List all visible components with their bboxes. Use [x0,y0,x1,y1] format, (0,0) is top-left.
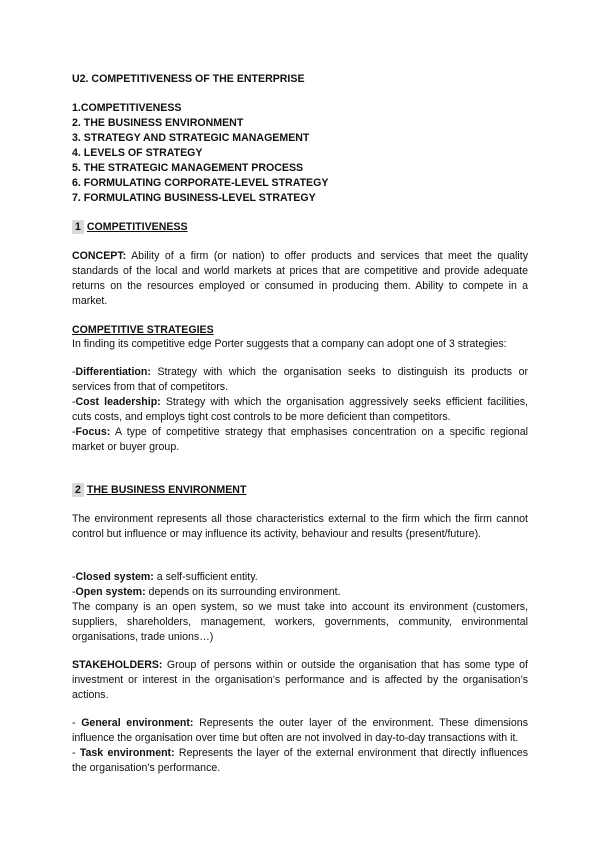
concept-paragraph [72,249,528,309]
toc-item: 7. FORMULATING BUSINESS-LEVEL STRATEGY [72,192,316,204]
strategy-cost-leadership: -Cost leadership: Strategy with which the organisation aggressively seeks efficient facilities, cuts costs, and employs tight cost controls to be more deficient than competitors. [72,396,528,423]
environment-layers [72,716,528,776]
toc-item: 3. STRATEGY AND STRATEGIC MANAGEMENT [72,132,310,144]
section2-heading [72,483,246,497]
section1-heading [72,220,188,234]
section-number: 2 [72,483,84,497]
toc-item: 6. FORMULATING CORPORATE-LEVEL STRATEGY [72,177,329,189]
toc-item: 1.COMPETITIVENESS [72,102,182,114]
section-title: COMPETITIVENESS [86,221,188,233]
closed-system: -Closed system: a self-sufficient entity. [72,571,258,583]
stakeholders-paragraph: STAKEHOLDERS: Group of persons within or outside the organisation that has some type of investment or interest in the organisation’s performance and is affected by the organisation’s actions. [72,659,528,701]
open-system: -Open system: depends on its surrounding environment. [72,586,341,598]
strategy-list [72,365,528,455]
concept-text: Ability of a firm (or nation) to offer products and services that meet the quality standards of the local and world markets at prices that are competitive and provide adequate returns on the resources employed or consumed in producing them. Ability to compete in a market. [72,250,528,307]
strategy-differentiation: -Differentiation: Strategy with which the organisation seeks to distinguish its products or services from that of competitors. [72,366,528,393]
toc-item: 2. THE BUSINESS ENVIRONMENT [72,117,244,129]
toc-item: 4. LEVELS OF STRATEGY [72,147,203,159]
open-system-paragraph: The company is an open system, so we must take into account its environment (customers, suppliers, shareholders, management, workers, governments, community, environmental organisations, trade unions…) [72,601,528,643]
section-title: THE BUSINESS ENVIRONMENT [86,484,247,496]
toc-item: 5. THE STRATEGIC MANAGEMENT PROCESS [72,162,304,174]
general-environment: - General environment: Represents the outer layer of the environment. These dimensions influence the organisation over time but often are not involved in day-to-day transactions with it. [72,717,528,744]
strategies-intro: In finding its competitive edge Porter suggests that a company can adopt one of 3 strategies: [72,338,507,350]
doc-title: U2. COMPETITIVENESS OF THE ENTERPRISE [72,73,305,85]
section-number: 1 [72,220,84,234]
task-environment: - Task environment: Represents the layer of the external environment that directly influences the organisation’s performance. [72,747,528,774]
environment-intro: The environment represents all those characteristics external to the firm which the firm cannot control but influence or may influence its activity, behaviour and results (present/future). [72,513,528,540]
concept-label: CONCEPT: [72,250,127,262]
systems-list [72,570,528,645]
strategy-focus: -Focus: A type of competitive strategy that emphasises concentration on a specific regional market or buyer group. [72,426,528,453]
strategies-heading: COMPETITIVE STRATEGIES [72,324,214,336]
